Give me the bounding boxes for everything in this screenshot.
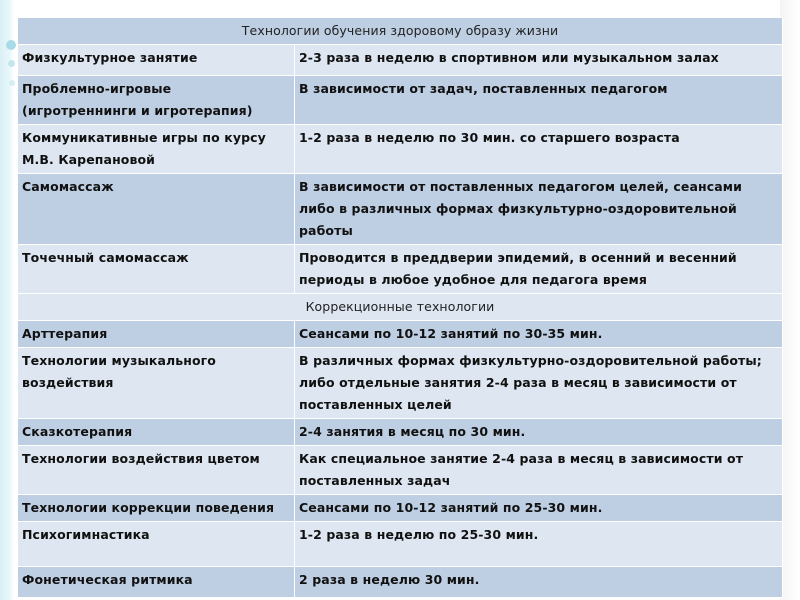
section-header: Коррекционные технологии bbox=[18, 294, 783, 321]
section-header-row bbox=[18, 294, 783, 321]
table-row bbox=[18, 321, 783, 348]
table-title: Технологии обучения здоровому образу жизни bbox=[18, 18, 783, 45]
table-row bbox=[18, 567, 783, 598]
technology-name: Проблемно-игровые (игротреннинги и игротерапия) bbox=[18, 76, 295, 125]
slide-decoration-left bbox=[0, 0, 14, 600]
technology-name: Технологии музыкального воздействия bbox=[18, 348, 295, 419]
technology-schedule: В зависимости от поставленных педагогом целей, сеансами либо в различных формах физкультурно-оздоровительной работы bbox=[295, 174, 783, 245]
technology-schedule: 2-4 занятия в месяц по 30 мин. bbox=[295, 419, 783, 446]
table-row bbox=[18, 76, 783, 125]
technology-schedule: В различных формах физкультурно-оздоровительной работы; либо отдельные занятия 2-4 раза в месяц в зависимости от поставленных целей bbox=[295, 348, 783, 419]
decoration-dot bbox=[6, 40, 16, 50]
table-row bbox=[18, 495, 783, 522]
table-row bbox=[18, 45, 783, 76]
technology-schedule: Сеансами по 10-12 занятий по 25-30 мин. bbox=[295, 495, 783, 522]
table-row bbox=[18, 174, 783, 245]
table-row bbox=[18, 125, 783, 174]
technology-name: Самомассаж bbox=[18, 174, 295, 245]
technology-name: Арттерапия bbox=[18, 321, 295, 348]
technology-schedule: 1-2 раза в неделю по 25-30 мин. bbox=[295, 522, 783, 567]
technologies-table bbox=[17, 17, 783, 598]
table-row bbox=[18, 245, 783, 294]
technology-name: Технологии коррекции поведения bbox=[18, 495, 295, 522]
decoration-dot bbox=[9, 80, 15, 86]
table-row bbox=[18, 446, 783, 495]
table-row bbox=[18, 419, 783, 446]
technology-schedule: Как специальное занятие 2-4 раза в месяц в зависимости от поставленных задач bbox=[295, 446, 783, 495]
table-title-row bbox=[18, 18, 783, 45]
technology-name: Сказкотерапия bbox=[18, 419, 295, 446]
technology-name: Фонетическая ритмика bbox=[18, 567, 295, 598]
table-row bbox=[18, 348, 783, 419]
technology-name: Коммуникативные игры по курсу М.В. Карепановой bbox=[18, 125, 295, 174]
technology-name: Физкультурное занятие bbox=[18, 45, 295, 76]
table-row bbox=[18, 522, 783, 567]
decoration-dot bbox=[8, 60, 15, 67]
technology-schedule: 1-2 раза в неделю по 30 мин. со старшего возраста bbox=[295, 125, 783, 174]
technology-schedule: 2 раза в неделю 30 мин. bbox=[295, 567, 783, 598]
technology-schedule: Проводится в преддверии эпидемий, в осенний и весенний периоды в любое удобное для педагога время bbox=[295, 245, 783, 294]
technology-name: Психогимнастика bbox=[18, 522, 295, 567]
technology-schedule: Сеансами по 10-12 занятий по 30-35 мин. bbox=[295, 321, 783, 348]
technology-schedule: 2-3 раза в неделю в спортивном или музыкальном залах bbox=[295, 45, 783, 76]
technology-name: Технологии воздействия цветом bbox=[18, 446, 295, 495]
technology-name: Точечный самомассаж bbox=[18, 245, 295, 294]
technology-schedule: В зависимости от задач, поставленных педагогом bbox=[295, 76, 783, 125]
